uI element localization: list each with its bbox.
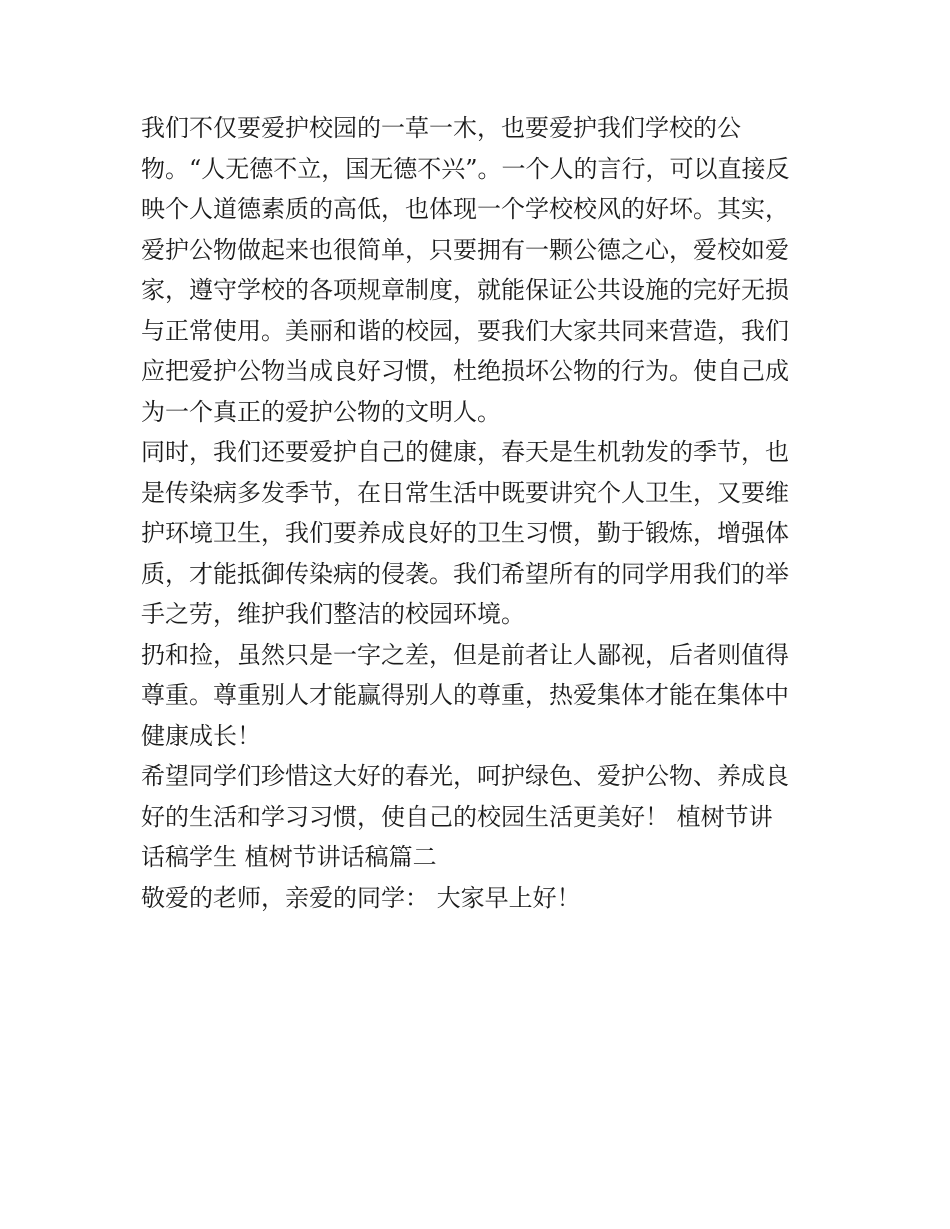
text-line: 是传染病多发季节，在日常生活中既要讲究个人卫生，又要维: [141, 478, 789, 507]
text-line: 尊重。尊重别人才能赢得别人的尊重，热爱集体才能在集体中: [141, 681, 789, 709]
text-line: 为一个真正的爱护公物的文明人。: [141, 397, 501, 426]
text-line: 家，遵守学校的各项规章制度，就能保证公共设施的完好无损: [141, 276, 789, 304]
text-line: 好的生活和学习习惯，使自己的校园生活更美好！ 植树节讲: [141, 802, 773, 831]
body-text: [141, 108, 821, 918]
text-line: 物。“人无德不立，国无德不兴”。一个人的言行，可以直接反: [141, 154, 790, 183]
text-line: 话稿学生 植树节讲话稿篇二: [141, 843, 437, 871]
text-line: 同时，我们还要爱护自己的健康，春天是生机勃发的季节，也: [141, 438, 789, 466]
text-line: 质，才能抵御传染病的侵袭。我们希望所有的同学用我们的举: [141, 559, 789, 588]
text-line: 我们不仅要爱护校园的一草一木，也要爱护我们学校的公: [141, 114, 741, 142]
text-line: 爱护公物做起来也很简单，只要拥有一颗公德之心，爱校如爱: [141, 235, 789, 264]
text-line: 敬爱的老师，亲爱的同学： 大家早上好！: [141, 883, 581, 912]
text-line: 映个人道德素质的高低，也体现一个学校校风的好坏。其实，: [141, 195, 789, 223]
text-line: 手之劳，维护我们整洁的校园环境。: [141, 600, 525, 628]
text-line: 与正常使用。美丽和谐的校园，要我们大家共同来营造，我们: [141, 316, 789, 345]
text-line: 扔和捡，虽然只是一字之差，但是前者让人鄙视，后者则值得: [141, 640, 789, 669]
text-line: 护环境卫生，我们要养成良好的卫生习惯，勤于锻炼，增强体: [141, 519, 789, 547]
text-line: 健康成长！: [141, 721, 261, 750]
text-line: 应把爱护公物当成良好习惯，杜绝损坏公物的行为。使自己成: [141, 357, 789, 385]
text-line: 希望同学们珍惜这大好的春光，呵护绿色、爱护公物、养成良: [141, 762, 789, 790]
